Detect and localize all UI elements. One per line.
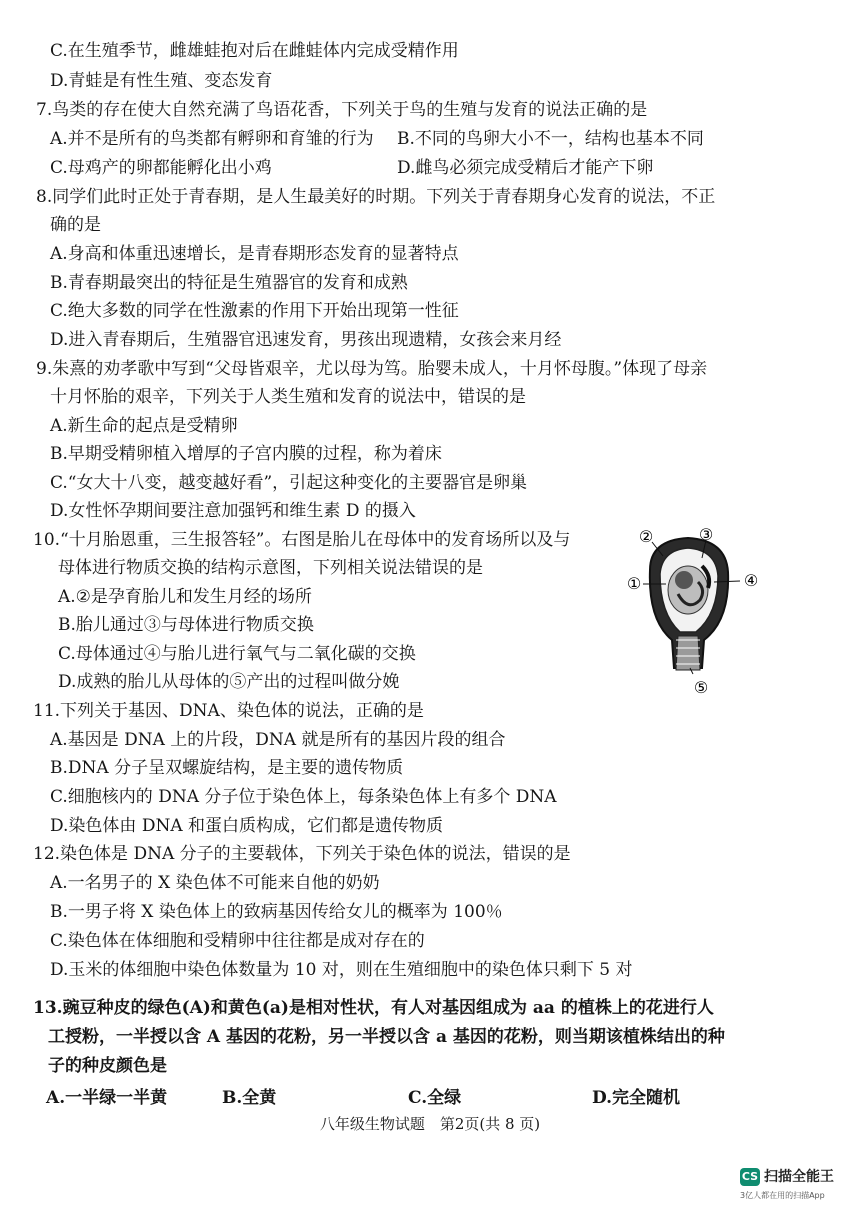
q10-stem-line2: 母体进行物质交换的结构示意图，下列相关说法错误的是 — [58, 558, 483, 578]
q9-option-d: D.女性怀孕期间要注意加强钙和维生素 D 的摄入 — [50, 501, 416, 521]
q11-option-c: C.细胞核内的 DNA 分子位于染色体上，每条染色体上有多个 DNA — [50, 787, 557, 807]
uterus-diagram — [618, 522, 768, 702]
q10-stem-line1: 10.“十月胎恩重，三生报答轻”。右图是胎儿在母体中的发育场所以及与 — [33, 530, 571, 550]
q11-option-d: D.染色体由 DNA 和蛋白质构成，它们都是遗传物质 — [50, 816, 444, 836]
q12-option-c: C.染色体在体细胞和受精卵中往往都是成对存在的 — [50, 931, 425, 951]
q10-option-b: B.胎儿通过③与母体进行物质交换 — [58, 615, 314, 635]
page-footer: 八年级生物试题 第2页(共 8 页) — [319, 1115, 541, 1133]
q11-option-a: A.基因是 DNA 上的片段，DNA 就是所有的基因片段的组合 — [50, 730, 506, 750]
q8-option-b: B.青春期最突出的特征是生殖器官的发育和成熟 — [50, 273, 408, 293]
q9-option-a: A.新生命的起点是受精卵 — [50, 416, 238, 436]
figure-label-4: ④ — [743, 571, 759, 590]
q7-option-d: D.雌鸟必须完成受精后才能产下卵 — [397, 158, 654, 178]
q13-option-d: D.完全随机 — [592, 1088, 681, 1108]
q13-stem-line2: 工授粉，一半授以含 A 基因的花粉，另一半授以含 a 基因的花粉，则当期该植株结出的种 — [48, 1027, 725, 1047]
figure-label-3: ③ — [698, 525, 714, 544]
q12-stem: 12.染色体是 DNA 分子的主要载体，下列关于染色体的说法，错误的是 — [33, 844, 571, 864]
q13-stem-line1: 13.豌豆种皮的绿色(A)和黄色(a)是相对性状，有人对基因组成为 aa 的植株上的花进行人 — [33, 998, 714, 1018]
q6-option-c: C.在生殖季节，雌雄蛙抱对后在雌蛙体内完成受精作用 — [50, 41, 459, 61]
q7-option-c: C.母鸡产的卵都能孵化出小鸡 — [50, 158, 272, 178]
q8-option-d: D.进入青春期后，生殖器官迅速发育，男孩出现遗精，女孩会来月经 — [50, 330, 562, 350]
q13-stem-line3: 子的种皮颜色是 — [48, 1056, 167, 1076]
q11-option-b: B.DNA 分子呈双螺旋结构，是主要的遗传物质 — [50, 758, 404, 778]
q7-option-a: A.并不是所有的鸟类都有孵卵和育雏的行为 — [50, 129, 374, 149]
q9-stem-line1: 9.朱熹的劝孝歌中写到“父母皆艰辛，尤以母为笃。胎婴未成人，十月怀母腹。”体现了母亲 — [36, 359, 708, 379]
q10-option-c: C.母体通过④与胎儿进行氧气与二氧化碳的交换 — [58, 644, 416, 664]
scanner-watermark — [740, 1168, 858, 1212]
q12-option-a: A.一名男子的 X 染色体不可能来自他的奶奶 — [50, 873, 380, 893]
q12-option-b: B.一男子将 X 染色体上的致病基因传给女儿的概率为 100％ — [50, 902, 503, 922]
figure-label-5: ⑤ — [693, 678, 709, 697]
scanner-logo-icon: CS — [740, 1168, 760, 1186]
q7-option-b: B.不同的鸟卵大小不一，结构也基本不同 — [397, 129, 704, 149]
q9-option-b: B.早期受精卵植入增厚的子宫内膜的过程，称为着床 — [50, 444, 442, 464]
q8-option-c: C.绝大多数的同学在性激素的作用下开始出现第一性征 — [50, 301, 459, 321]
q8-stem-line2: 确的是 — [50, 215, 101, 235]
q8-stem-line1: 8.同学们此时正处于青春期，是人生最美好的时期。下列关于青春期身心发育的说法，不正 — [36, 187, 716, 207]
q9-option-c: C.“女大十八变，越变越好看”，引起这种变化的主要器官是卵巢 — [50, 473, 528, 493]
q13-option-b: B.全黄 — [222, 1088, 277, 1108]
scanner-tagline: 3亿人都在用的扫描App — [740, 1191, 825, 1200]
q13-option-a: A.一半绿一半黄 — [46, 1088, 168, 1108]
q10-option-a: A.②是孕育胎儿和发生月经的场所 — [58, 587, 312, 607]
q10-option-d: D.成熟的胎儿从母体的⑤产出的过程叫做分娩 — [58, 672, 400, 692]
scanner-app-name: 扫描全能王 — [764, 1169, 834, 1185]
q13-option-c: C.全绿 — [408, 1088, 462, 1108]
uterus-diagram-svg — [618, 522, 768, 702]
q12-option-d: D.玉米的体细胞中染色体数量为 10 对，则在生殖细胞中的染色体只剩下 5 对 — [50, 960, 633, 980]
figure-label-2: ② — [638, 527, 654, 546]
q11-stem: 11.下列关于基因、DNA、染色体的说法，正确的是 — [33, 701, 424, 721]
q7-stem: 7.鸟类的存在使大自然充满了鸟语花香，下列关于鸟的生殖与发育的说法正确的是 — [36, 100, 648, 120]
q9-stem-line2: 十月怀胎的艰辛，下列关于人类生殖和发育的说法中，错误的是 — [50, 387, 526, 407]
q6-option-d: D.青蛙是有性生殖、变态发育 — [50, 71, 273, 91]
q8-option-a: A.身高和体重迅速增长，是青春期形态发育的显著特点 — [50, 244, 459, 264]
figure-label-1: ① — [626, 574, 642, 593]
